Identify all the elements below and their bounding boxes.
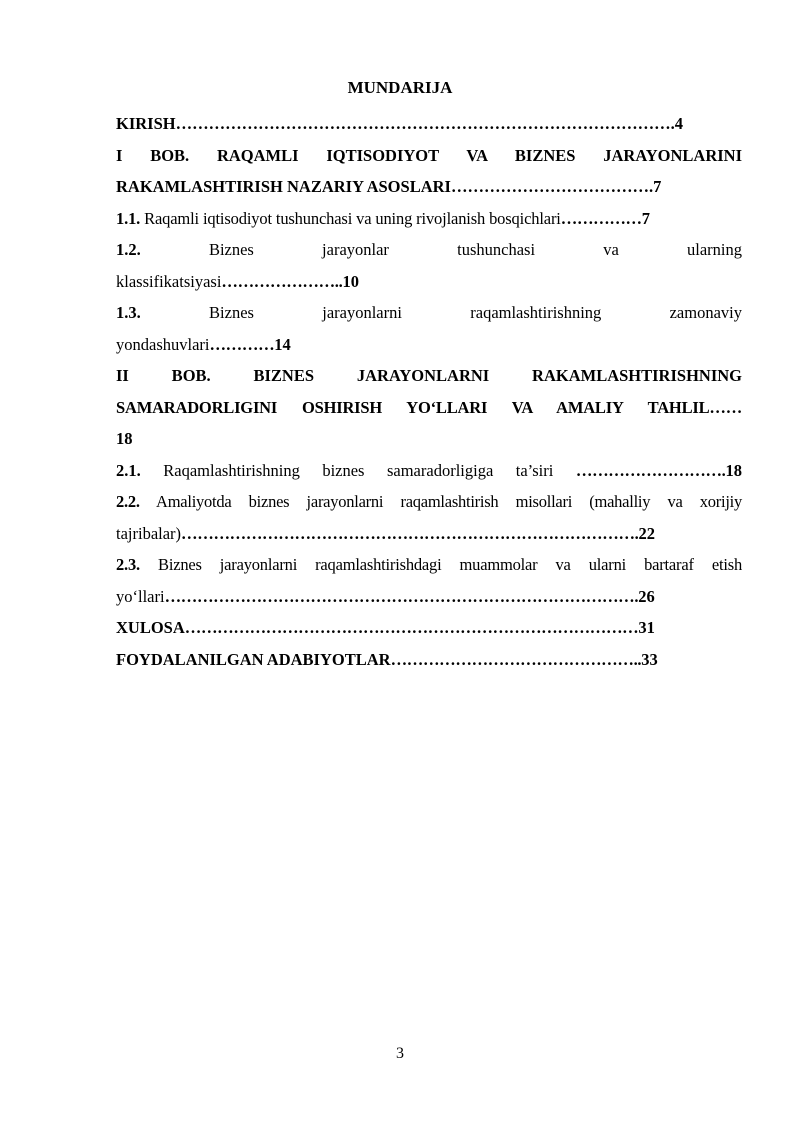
toc-leader: …………………………………………………………………………. [181,523,639,543]
toc-line: II BOB. BIZNES JARAYONLARNI RAKAMLASHTIRISHNING [116,366,742,385]
page-number: 3 [396,1045,404,1062]
toc-page-number: 7 [653,177,662,196]
toc-line [116,549,742,581]
toc-page-number: 22 [638,523,655,543]
toc-line [116,203,742,235]
toc-line [116,108,742,140]
toc-line [116,612,742,644]
toc-entry-title: KIRISH [116,114,176,133]
toc-line [116,644,742,676]
toc-section-number: 1.3. [116,303,141,322]
toc-entry-1-1[interactable] [116,203,742,235]
toc-entry-2-1[interactable] [116,455,742,487]
toc-entry-title-continued: yo‘llari [116,586,165,606]
toc-line: I BOB. RAQAMLI IQTISODIYOT VA BIZNES JARAYONLARINI [116,145,742,165]
toc-entry-title: Raqamli iqtisodiyot tushunchasi va uning rivojlanish bosqichlari [140,208,561,228]
toc-entry-title: FOYDALANILGAN ADABIYOTLAR [116,649,391,669]
toc-page-number: 26 [638,586,655,606]
toc-line [116,518,742,550]
toc-entry-2-3[interactable] [116,549,742,612]
toc-entry-adabiyotlar[interactable] [116,644,742,676]
toc-entry-chapter-1[interactable] [116,140,742,203]
toc-entry-title-continued: klassifikatsiyasi [116,271,222,291]
toc-entry-2-2[interactable] [116,486,742,549]
toc-leader: ………………………………. [450,177,654,196]
toc-leader: ………… [209,334,275,354]
toc-section-number: 1.2. [116,240,141,259]
toc-leader: ………………….. [221,271,343,291]
toc-line [116,171,742,203]
toc-page-number: 18 [116,429,133,448]
toc-line [116,329,742,361]
toc-leader: ………………………………………………………………………… [184,618,639,637]
page-title: MUNDARIJA [347,78,453,97]
toc-line [116,234,742,266]
toc-entry-1-2[interactable] [116,234,742,297]
toc-line: SAMARADORLIGINI OSHIRISH YO‘LLARI VA AMALIY TAHLIL…… [116,397,742,417]
table-of-contents [116,108,742,675]
toc-entry-1-3[interactable] [116,297,742,360]
toc-leader: ………………………. [575,460,726,480]
toc-page-number: 18 [725,460,743,480]
toc-page-number: 10 [342,271,359,291]
toc-leader: ……………………………………………………………………………… [175,114,671,133]
toc-section-number: 2.3. [116,555,140,574]
toc-entry-title: Raqamlashtirishning biznes samaradorligiga ta’siri [140,460,554,480]
toc-line [116,455,742,487]
toc-entry-title: XULOSA [116,618,185,637]
toc-entry-chapter-2[interactable] [116,360,742,455]
toc-leader: …………… [560,208,642,228]
toc-entry-xulosa[interactable] [116,612,742,644]
toc-page-number: .4 [670,114,683,133]
toc-section-number: 1.1. [116,208,141,228]
toc-entry-title: Biznes jarayonlar tushunchasi va ularning [140,240,742,259]
toc-leader: ……………………………………………………………………………. [164,586,639,606]
toc-entry-title-continued: yondashuvlari [116,334,210,354]
toc-page-number: 33 [641,649,658,669]
toc-page-number: 31 [638,618,655,637]
toc-leader: ……………………………………….. [390,649,642,669]
toc-line [116,486,742,518]
toc-page-number: 14 [274,334,291,354]
toc-entry-kirish[interactable] [116,108,742,140]
toc-entry-title: RAKAMLASHTIRISH NAZARIY ASOSLARI [116,177,451,196]
toc-entry-title: Biznes jarayonlarni raqamlashtirishning zamonaviy [140,303,742,322]
toc-section-number: 2.1. [116,460,141,480]
toc-page-number: 7 [641,208,650,228]
toc-line [116,581,742,613]
toc-line [116,297,742,329]
toc-entry-title: Biznes jarayonlarni raqamlashtirishdagi muammolar va ularni bartaraf etish [139,555,742,574]
toc-entry-title-continued: tajribalar) [116,523,182,543]
toc-section-number: 2.2. [116,492,140,511]
toc-line [116,266,742,298]
toc-entry-title: Amaliyotda biznes jarayonlarni raqamlashtirish misollari (mahalliy va xorijiy [139,492,742,511]
